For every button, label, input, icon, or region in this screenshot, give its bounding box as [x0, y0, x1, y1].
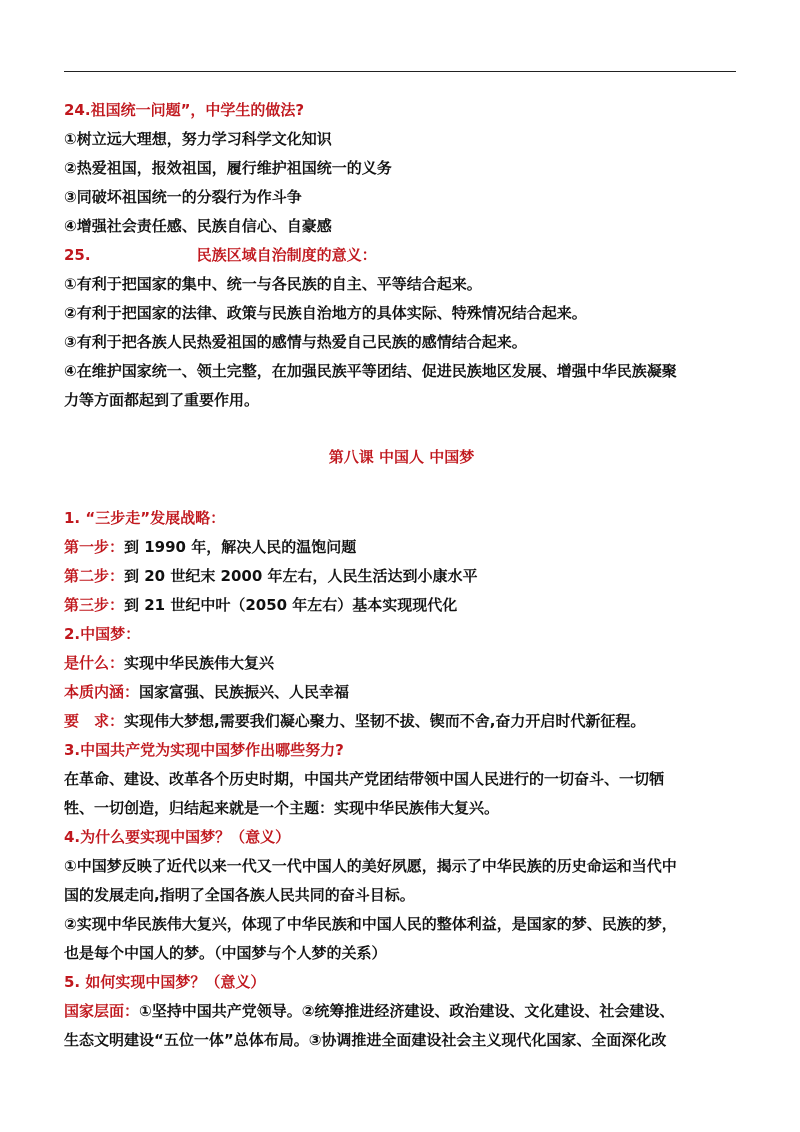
point-3-line-1: 在革命、建设、改革各个历史时期，中国共产党团结带领中国人民进行的一切奋斗、一切牺 [64, 770, 665, 788]
point-4-line-1: ①中国梦反映了近代以来一代又一代中国人的美好夙愿，揭示了中华民族的历史命运和当代中 [64, 857, 677, 875]
point-5-label: 国家层面： [64, 1002, 140, 1020]
chapter-title: 第八课 中国人 中国梦 [328, 448, 475, 466]
document-body [64, 96, 739, 1055]
point-5-line-2: 生态文明建设“五位一体”总体布局。③协调推进全面建设社会主义现代化国家、全面深化改 [64, 1031, 667, 1049]
point-3-title: 3.中国共产党为实现中国梦作出哪些努力? [64, 741, 344, 759]
section-25-item-3: ③有利于把各族人民热爱祖国的感情与热爱自己民族的感情结合起来。 [64, 333, 527, 351]
step-3 [64, 591, 739, 620]
point-3-line-2: 牲、一切创造，归结起来就是一个主题：实现中华民族伟大复兴。 [64, 799, 500, 817]
point-4-line-2: 国的发展走向,指明了全国各族人民共同的奋斗目标。 [64, 886, 415, 904]
point-5-title: 5. 如何实现中国梦？（意义） [64, 973, 266, 991]
step-2-text: 到 20 世纪末 2000 年左右，人民生活达到小康水平 [124, 567, 478, 585]
section-25-item-4-cont: 力等方面都起到了重要作用。 [64, 391, 260, 409]
dream-what [64, 649, 739, 678]
step-1-label: 第一步： [64, 538, 125, 556]
section-24-item-4: ④增强社会责任感、民族自信心、自豪感 [64, 217, 332, 235]
header-rule [64, 71, 736, 72]
section-24-item-3: ③同破坏祖国统一的分裂行为作斗争 [64, 188, 302, 206]
step-2-label: 第二步： [64, 567, 125, 585]
section-24-item-2: ②热爱祖国，报效祖国，履行维护祖国统一的义务 [64, 159, 392, 177]
point-4-line-3: ②实现中华民族伟大复兴，体现了中华民族和中国人民的整体利益，是国家的梦、民族的梦， [64, 915, 677, 933]
dream-what-text: 实现中华民族伟大复兴 [124, 654, 275, 672]
point-4-title: 4.为什么要实现中国梦？（意义） [64, 828, 291, 846]
dream-essence-label: 本质内涵： [64, 683, 140, 701]
section-25-number: 25. [64, 246, 91, 264]
section-25-item-1: ①有利于把国家的集中、统一与各民族的自主、平等结合起来。 [64, 275, 482, 293]
section-24-item-1: ①树立远大理想，努力学习科学文化知识 [64, 130, 332, 148]
point-4-line-4: 也是每个中国人的梦。（中国梦与个人梦的关系） [64, 944, 387, 962]
dream-essence-text: 国家富强、民族振兴、人民幸福 [139, 683, 350, 701]
section-25-title: 民族区域自治制度的意义： [196, 246, 377, 264]
section-25-heading [64, 241, 739, 270]
step-3-text: 到 21 世纪中叶（2050 年左右）基本实现现代化 [124, 596, 458, 614]
point-5-line-1 [64, 997, 739, 1026]
step-1 [64, 533, 739, 562]
point-1-title: 1. “三步走”发展战略： [64, 509, 226, 527]
dream-requirement-text: 实现伟大梦想,需要我们凝心聚力、坚韧不拔、锲而不舍,奋力开启时代新征程。 [124, 712, 646, 730]
point-2-title: 2.中国梦： [64, 625, 141, 643]
point-5-line-1-text: ①坚持中国共产党领导。②统筹推进经济建设、政治建设、文化建设、社会建设、 [139, 1002, 675, 1020]
dream-requirement-label: 要 求： [64, 712, 125, 730]
step-3-label: 第三步： [64, 596, 125, 614]
section-25-item-2: ②有利于把国家的法律、政策与民族自治地方的具体实际、特殊情况结合起来。 [64, 304, 587, 322]
step-2 [64, 562, 739, 591]
section-25-item-4: ④在维护国家统一、领土完整，在加强民族平等团结、促进民族地区发展、增强中华民族凝聚 [64, 362, 677, 380]
step-1-text: 到 1990 年，解决人民的温饱问题 [124, 538, 357, 556]
dream-requirement [64, 707, 739, 736]
dream-what-label: 是什么： [64, 654, 125, 672]
dream-essence [64, 678, 739, 707]
section-24-title: 24.祖国统一问题”，中学生的做法? [64, 101, 305, 119]
